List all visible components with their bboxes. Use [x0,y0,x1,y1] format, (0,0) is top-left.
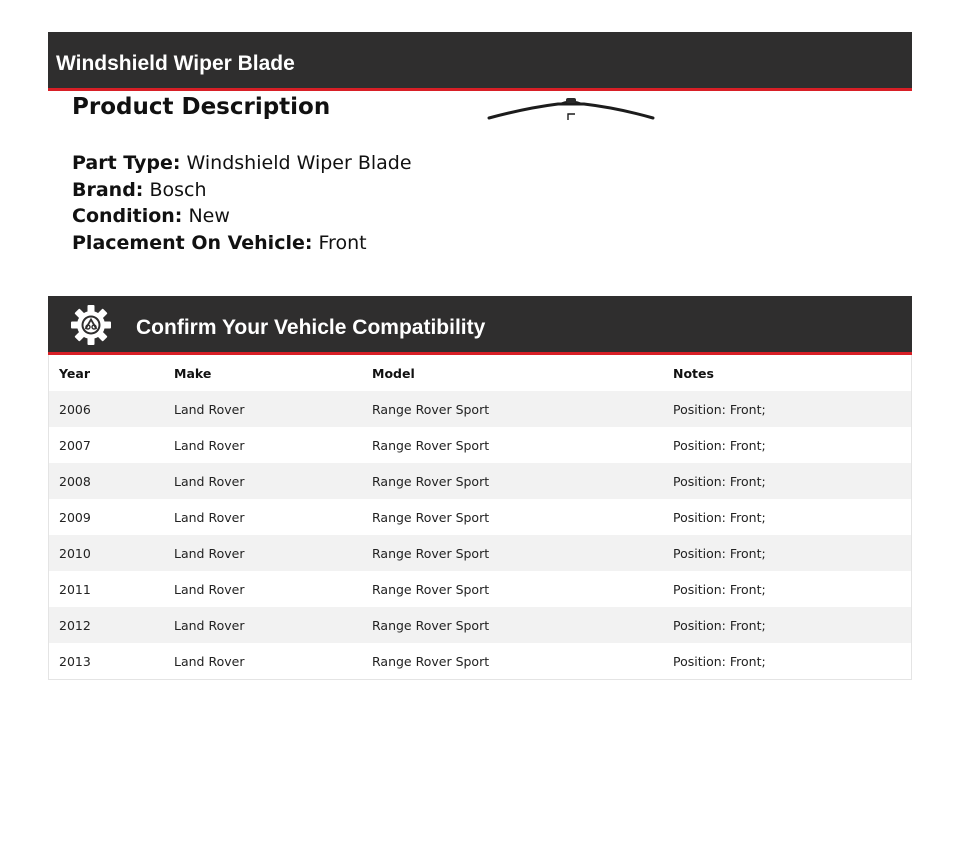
spec-label: Placement On Vehicle: [72,231,313,254]
page-title: Windshield Wiper Blade [56,52,295,75]
notes-cell: Position: Front; [663,607,912,643]
make-cell: Land Rover [164,391,362,427]
table-row [49,391,912,427]
spec-part-type [72,150,412,177]
make-cell: Land Rover [164,427,362,463]
spec-value: Bosch [149,178,207,201]
spec-condition [72,203,412,230]
make-cell: Land Rover [164,571,362,607]
spec-value: Windshield Wiper Blade [186,152,412,174]
model-cell: Range Rover Sport [362,643,663,680]
column-header-make: Make [164,355,362,391]
model-cell: Range Rover Sport [362,535,663,571]
model-cell: Range Rover Sport [362,607,663,643]
table-row [49,499,912,535]
table-row [49,463,912,499]
compatibility-table [48,355,912,680]
gear-icon [70,304,112,346]
column-header-notes: Notes [663,355,912,391]
notes-cell: Position: Front; [663,571,912,607]
make-cell: Land Rover [164,463,362,499]
make-cell: Land Rover [164,607,362,643]
column-header-year: Year [49,355,165,391]
make-cell: Land Rover [164,535,362,571]
wiper-blade-image [486,96,656,124]
notes-cell: Position: Front; [663,499,912,535]
model-cell: Range Rover Sport [362,463,663,499]
notes-cell: Position: Front; [663,391,912,427]
spec-brand [72,177,412,204]
year-cell: 2010 [49,535,165,571]
model-cell: Range Rover Sport [362,391,663,427]
year-cell: 2006 [49,391,165,427]
table-row [49,427,912,463]
table-row [49,643,912,680]
table-row [49,535,912,571]
notes-cell: Position: Front; [663,427,912,463]
table-row [49,571,912,607]
model-cell: Range Rover Sport [362,571,663,607]
model-cell: Range Rover Sport [362,499,663,535]
year-cell: 2008 [49,463,165,499]
notes-cell: Position: Front; [663,463,912,499]
spec-placement [72,230,412,257]
year-cell: 2012 [49,607,165,643]
product-description-heading: Product Description [72,94,331,120]
year-cell: 2009 [49,499,165,535]
product-spec-list [72,150,412,256]
spec-label: Part Type: [72,152,181,174]
year-cell: 2007 [49,427,165,463]
notes-cell: Position: Front; [663,643,912,680]
make-cell: Land Rover [164,643,362,680]
table-header-row [49,355,912,391]
column-header-model: Model [362,355,663,391]
compatibility-title: Confirm Your Vehicle Compatibility [136,316,486,339]
notes-cell: Position: Front; [663,535,912,571]
title-banner [48,32,912,91]
spec-label: Condition: [72,205,183,227]
spec-value: New [188,205,230,227]
year-cell: 2011 [49,571,165,607]
spec-label: Brand: [72,178,144,201]
spec-value: Front [318,231,367,254]
table-row [49,607,912,643]
year-cell: 2013 [49,643,165,680]
model-cell: Range Rover Sport [362,427,663,463]
make-cell: Land Rover [164,499,362,535]
compatibility-banner [48,296,912,355]
